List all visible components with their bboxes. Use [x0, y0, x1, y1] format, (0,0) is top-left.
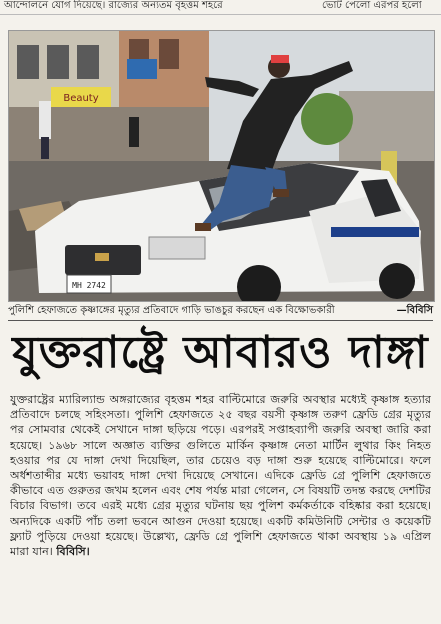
- police-car-emblem: [95, 253, 109, 261]
- bystander-legs: [41, 137, 49, 159]
- building-window: [47, 45, 69, 79]
- article-credit: বিবিসি।: [56, 545, 90, 559]
- blue-awning: [127, 59, 157, 79]
- building-window: [159, 39, 179, 69]
- news-photo: [8, 30, 435, 302]
- police-car-stripe: [331, 227, 419, 237]
- police-car-wheel: [379, 263, 415, 299]
- bystander: [129, 117, 139, 147]
- protester-boot: [273, 189, 289, 197]
- riot-photo-illustration: [9, 31, 434, 301]
- caption-text: পুলিশি হেফাজতে কৃষ্ণাঙ্গের মৃত্যুর প্রতিবাদে গাড়ি ভাঙচুর করছেন এক বিক্ষোভকারী: [8, 305, 335, 316]
- bystander: [39, 101, 51, 139]
- protester-cap: [271, 55, 289, 63]
- license-plate-text: MH 2742: [72, 281, 106, 290]
- tree: [301, 93, 353, 145]
- police-car-headlight: [149, 237, 205, 259]
- building-window: [77, 45, 99, 79]
- article-body: [10, 392, 431, 618]
- store-sign-text: Beauty: [63, 93, 99, 104]
- photo-caption: [8, 302, 433, 321]
- caption-credit: —বিবিসি: [396, 305, 433, 316]
- protester-boot: [195, 223, 211, 231]
- previous-article-strip: [0, 0, 441, 15]
- previous-article-text-right: ভোট পেলো এরপর হলো: [322, 0, 422, 11]
- article-body-text: যুক্তরাষ্ট্রের ম্যারিল্যান্ড অঙ্গরাজ্যের বৃহত্তম শহর বাল্টিমোরে জরুরি অবস্থার মধ্যেই কৃষ্ণাঙ্গ হত্যার প্রতিবাদে চলছে সহিংসতা। পুলিশি হেফাজতে ২৫ বছর বয়সী কৃষ্ণাঙ্গ তরুণ ফ্রেডি গ্রের মৃত্যুর পর সোমবার থেকেই সেখানে দাঙ্গা ছড়িয়ে পড়ে। এরপরই সপ্তাহব্যাপী জরুরি অবস্থা জারি করা হয়েছে। ১৯৬৮ সালে অজ্ঞাত ব্যক্তির গুলিতে মার্কিন কৃষ্ণাঙ্গ নেতা মার্টিন লুথার কিং নিহত হওয়ার পর যে দাঙ্গা দেখা দিয়েছিল, তার চেয়েও বড় দাঙ্গা শুরু হয়েছে বাল্টিমোরে। ফলে অর্ধশতাব্দীর মধ্যে ভয়াবহ দাঙ্গা দেখা দিয়েছে সেখানে। এদিকে ফ্রেডি গ্রে পুলিশি হেফাজতে কীভাবে এত গুরুতর জখম হলেন এবং শেষ পর্যন্ত মারা গেলেন, সে বিষয়টি তদন্ত করছে দেশটির বিচার বিভাগ। তবে এরই মধ্যে গ্রের মৃত্যুর ঘটনায় ছয় পুলিশ কর্মকর্তাকে বহিষ্কার করা হয়েছে। অন্যদিকে একটি পাঁচ তলা ভবনে আগুন দেওয়া হয়েছে। একটি কমিউনিটি সেন্টার ও কয়েকটি ফ্ল্যাট পুড়িয়ে দেওয়া হয়েছে। উল্লেখ্য, ফ্রেডি গ্রে পুলিশি হেফাজতে থাকা অবস্থায় ১৯ এপ্রিল মারা যান।: [10, 393, 431, 559]
- building-window: [17, 45, 39, 79]
- previous-article-text-left: আন্দোলনে যোগ দিয়েছে। রাজ্যের অন্যতম বৃহত্তম শহরে: [4, 0, 223, 11]
- article-headline: যুক্তরাষ্ট্রে আবারও দাঙ্গা: [12, 327, 429, 378]
